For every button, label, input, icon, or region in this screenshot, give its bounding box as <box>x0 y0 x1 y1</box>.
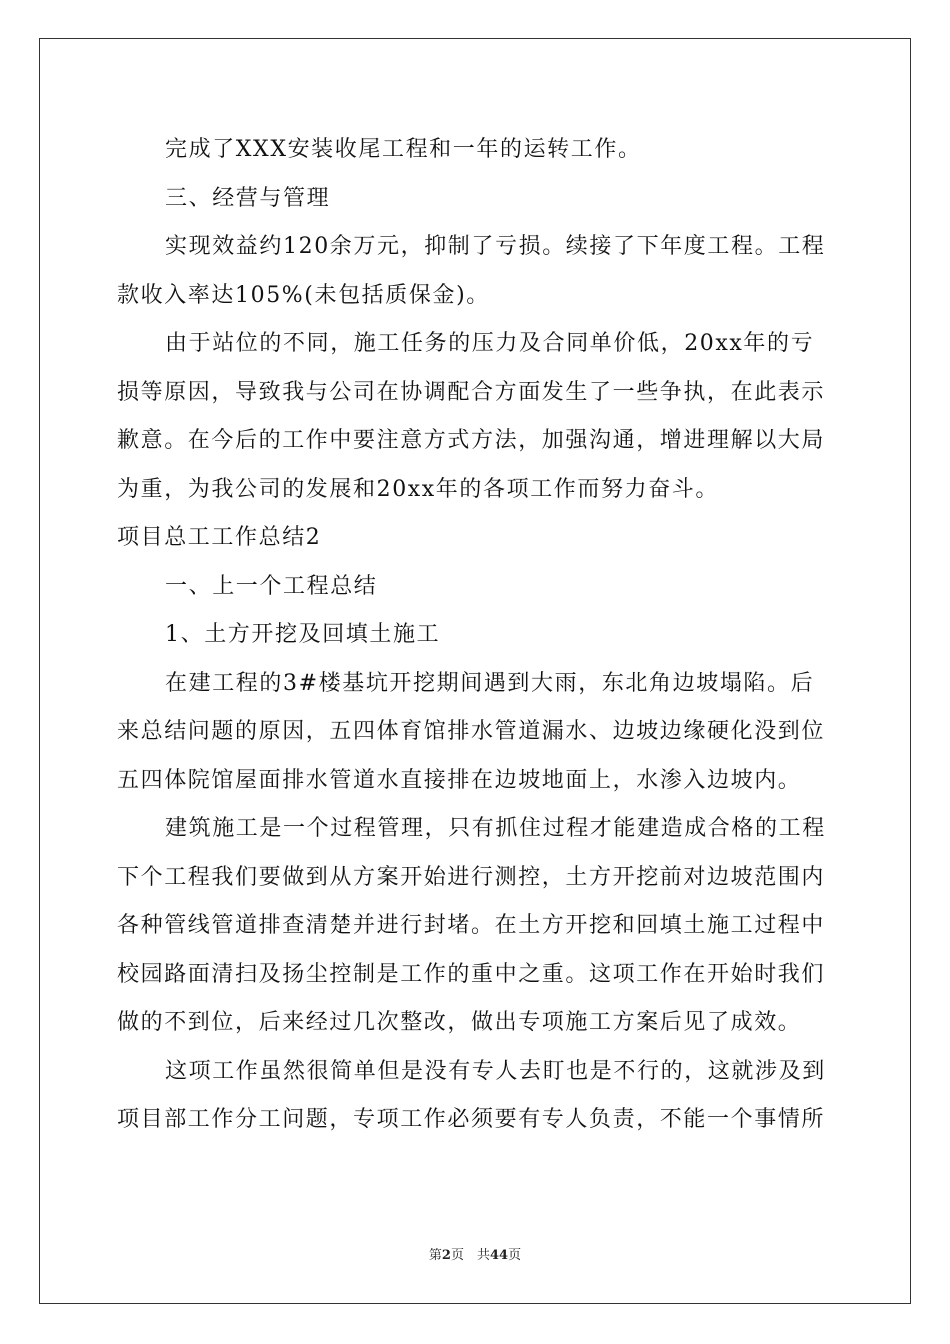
text-line: 这项工作虽然很简单但是没有专人去盯也是不行的，这就涉及到 <box>165 1058 826 1084</box>
footer-middle: 页 共 <box>450 1248 490 1263</box>
text-line: 损等原因，导致我与公司在协调配合方面发生了一些争执，在此表示 <box>117 379 826 405</box>
current-page-number: 2 <box>441 1248 451 1263</box>
footer-prefix: 第 <box>428 1248 442 1263</box>
text-line: 实现效益约120余万元，抑制了亏损。续接了下年度工程。工程 <box>165 234 826 259</box>
page-footer <box>0 1246 950 1266</box>
text-line: 建筑施工是一个过程管理，只有抓住过程才能建造成合格的工程 <box>165 816 826 841</box>
section-heading: 一、上一个工程总结 <box>165 573 378 599</box>
document-body <box>117 126 833 1145</box>
footer-suffix: 页 <box>508 1248 522 1263</box>
text-line: 五四体院馆屋面排水管道水直接排在边坡地面上，水渗入边坡内。 <box>117 767 802 793</box>
text-line: 款收入率达105%(未包括质保金)。 <box>117 282 490 308</box>
text-line: 项目部工作分工问题，专项工作必须要有专人负责，不能一个事情所 <box>117 1107 826 1132</box>
text-line: 完成了XXX安装收尾工程和一年的运转工作。 <box>165 137 642 162</box>
text-line: 校园路面清扫及扬尘控制是工作的重中之重。这项工作在开始时我们 <box>117 961 826 987</box>
subsection-heading: 1、土方开挖及回填土施工 <box>165 622 441 647</box>
text-line: 下个工程我们要做到从方案开始进行测控，土方开挖前对边坡范围内 <box>117 864 826 890</box>
article-title: 项目总工工作总结2 <box>117 525 322 550</box>
text-line: 歉意。在今后的工作中要注意方式方法，加强沟通，增进理解以大局 <box>117 428 826 453</box>
text-line: 为重，为我公司的发展和20xx年的各项工作而努力奋斗。 <box>117 476 720 502</box>
text-line: 在建工程的3#楼基坑开挖期间遇到大雨，东北角边坡塌陷。后 <box>165 670 815 696</box>
total-page-number: 44 <box>489 1248 509 1263</box>
text-line: 做的不到位，后来经过几次整改，做出专项施工方案后见了成效。 <box>117 1010 802 1035</box>
section-heading: 三、经营与管理 <box>165 185 331 211</box>
text-line: 来总结问题的原因，五四体育馆排水管道漏水、边坡边缘硬化没到位 <box>117 719 826 744</box>
text-line: 由于站位的不同，施工任务的压力及合同单价低，20xx年的亏 <box>165 331 815 356</box>
text-line: 各种管线管道排查清楚并进行封堵。在土方开挖和回填土施工过程中 <box>117 913 826 938</box>
